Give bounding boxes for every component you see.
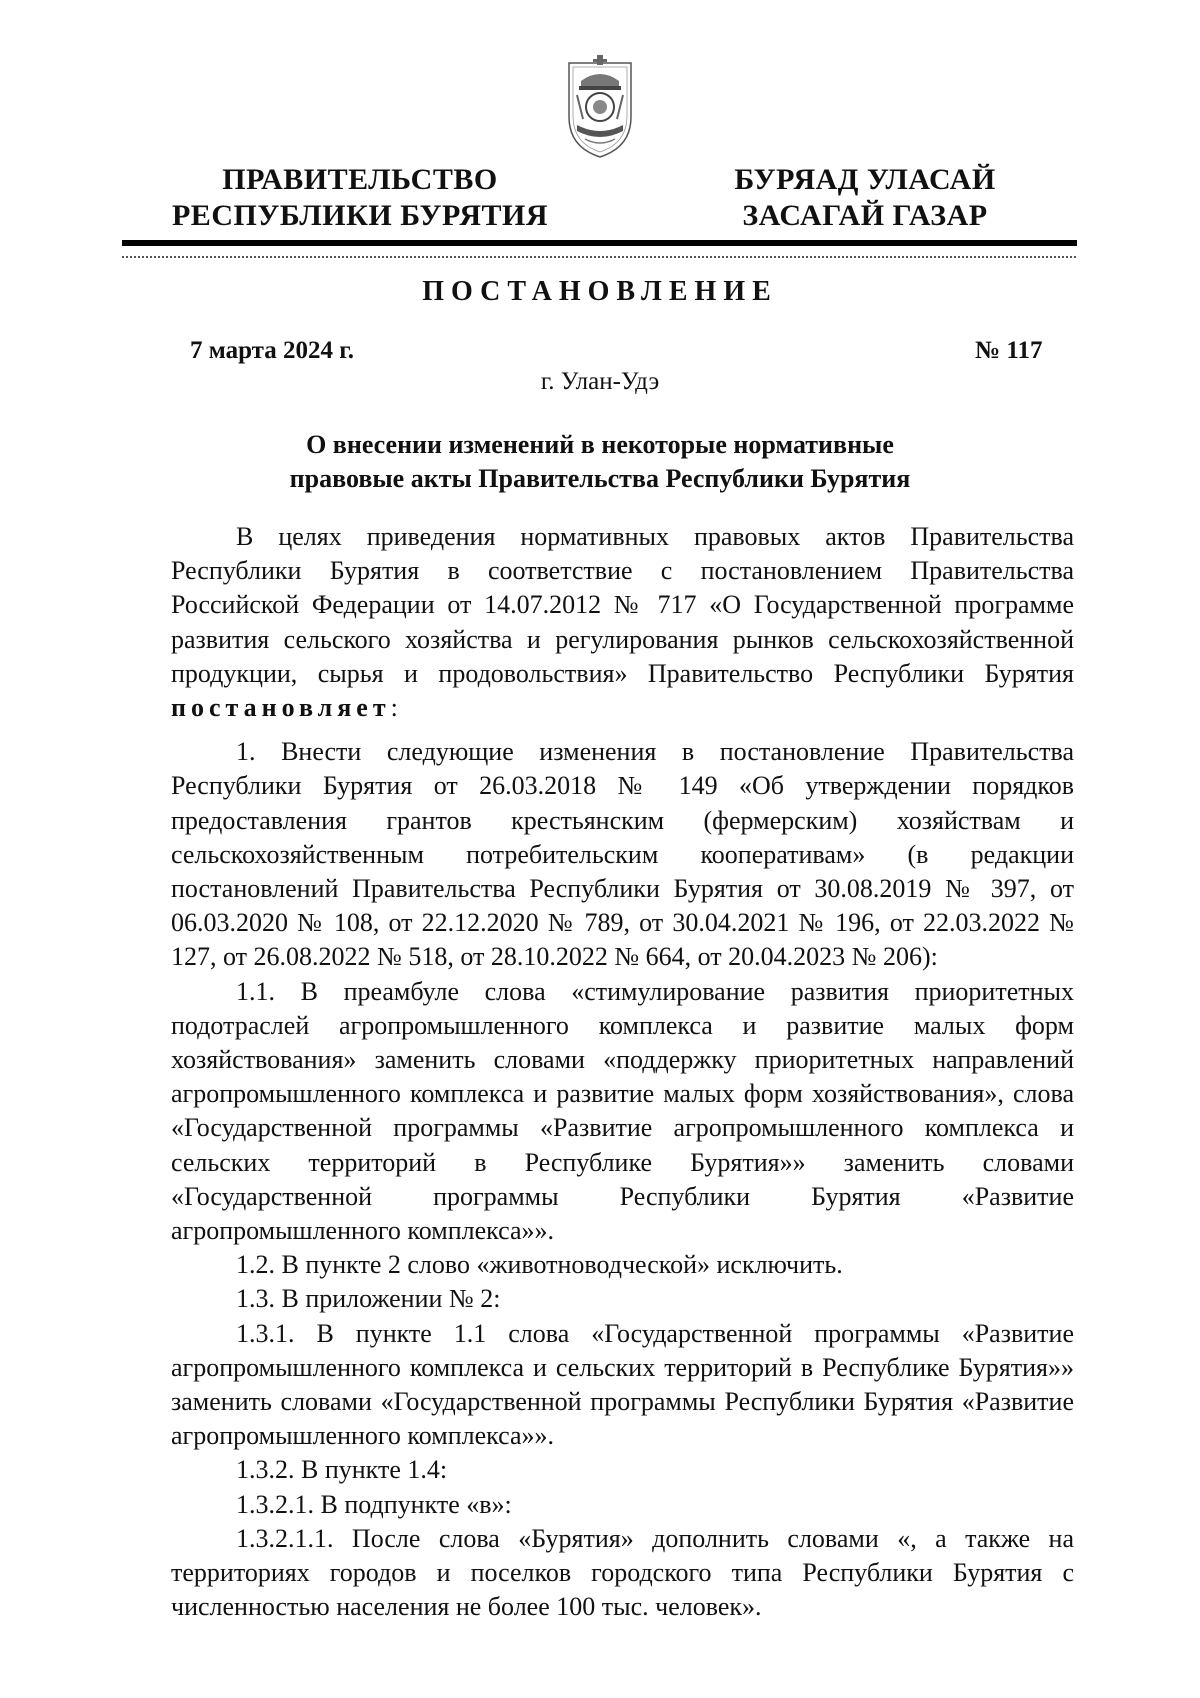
paragraph-1: 1. Внести следующие изменения в постановление Правительства Республики Бурятия от 26.03.2018 № 149 «Об утверждении порядков предоставления грантов крестьянским (фермерским) хозяйствам и сельскохозяйственным потребительским кооперативам» (в редакции постановлений Правительства Республики Бурятия от 30.08.2019 № 397, от 06.03.2020 № 108, от 22.12.2020 № 789, от 30.04.2021 № 196, от 22.03.2022 № 127, от 26.08.2022 № 518, от 28.10.2022 № 664, от 20.04.2023 № 206): xyxy=(171,737,1074,972)
preamble-paragraph xyxy=(171,520,1074,725)
preamble-text: В целях приведения нормативных правовых актов Правительства Республики Бурятия в соответствие с постановлением Правительства Российской Федерации от 14.07.2012 № 717 «О Государственной программе развития сельского хозяйства и регулирования рынков сельскохозяйственной продукции, сырья и продовольствия» Правительство Республики Бурятия xyxy=(171,522,1074,688)
document-city: г. Улан-Удэ xyxy=(540,368,660,395)
coat-of-arms-icon xyxy=(563,55,637,160)
document-type: ПОСТАНОВЛЕНИЕ xyxy=(422,276,778,307)
document-date: 7 марта 2024 г. xyxy=(190,337,355,364)
document-body xyxy=(171,520,1074,1625)
org-name-russian xyxy=(170,162,550,234)
title-line: О внесении изменений в некоторые нормативные xyxy=(306,430,894,459)
paragraph-1-3-2-1-1: 1.3.2.1.1. После слова «Бурятия» дополнить словами «, а также на территориях городов и поселков городского типа Республики Бурятия с численностью населения не более 100 тыс. человек». xyxy=(171,1523,1074,1622)
header-divider-thick xyxy=(122,240,1077,246)
title-line: правовые акты Правительства Республики Бурятия xyxy=(289,464,911,493)
paragraph-1-3: 1.3. В приложении № 2: xyxy=(236,1284,501,1314)
paragraph-1-3-2: 1.3.2. В пункте 1.4: xyxy=(236,1455,448,1485)
decree-word: постановляет xyxy=(171,693,391,723)
org-name-line: ЗАСАГАЙ ГАЗАР xyxy=(742,199,988,232)
paragraph-1-3-2-1: 1.3.2.1. В подпункте «в»: xyxy=(236,1489,512,1519)
document-title xyxy=(200,428,1000,496)
org-name-line: РЕСПУБЛИКИ БУРЯТИЯ xyxy=(171,199,549,232)
org-name-line: БУРЯАД УЛАСАЙ xyxy=(734,163,996,196)
document-number: № 117 xyxy=(975,337,1043,364)
org-name-buryat xyxy=(700,162,1030,234)
header-divider-thin xyxy=(122,256,1077,258)
paragraph-1-2: 1.2. В пункте 2 слово «животноводческой» исключить. xyxy=(236,1250,843,1280)
paragraph-1-1: 1.1. В преамбуле слова «стимулирование развития приоритетных подотраслей агропромышленного комплекса и развитие малых форм хозяйствования» заменить словами «поддержку приоритетных направлений агропромышленного комплекса и развитие малых форм хозяйствования», слова «Государственной программы «Развитие агропромышленного комплекса и сельских территорий в Республике Бурятия»» заменить словами «Государственной программы Республики Бурятия «Развитие агропромышленного комплекса»». xyxy=(171,976,1074,1246)
decree-colon: : xyxy=(390,693,398,723)
paragraph-1-3-1: 1.3.1. В пункте 1.1 слова «Государственной программы «Развитие агропромышленного комплекса и сельских территорий в Республике Бурятия»» заменить словами «Государственной программы Республики Бурятия «Развитие агропромышленного комплекса»». xyxy=(171,1318,1074,1451)
org-name-line: ПРАВИТЕЛЬСТВО xyxy=(222,163,498,196)
